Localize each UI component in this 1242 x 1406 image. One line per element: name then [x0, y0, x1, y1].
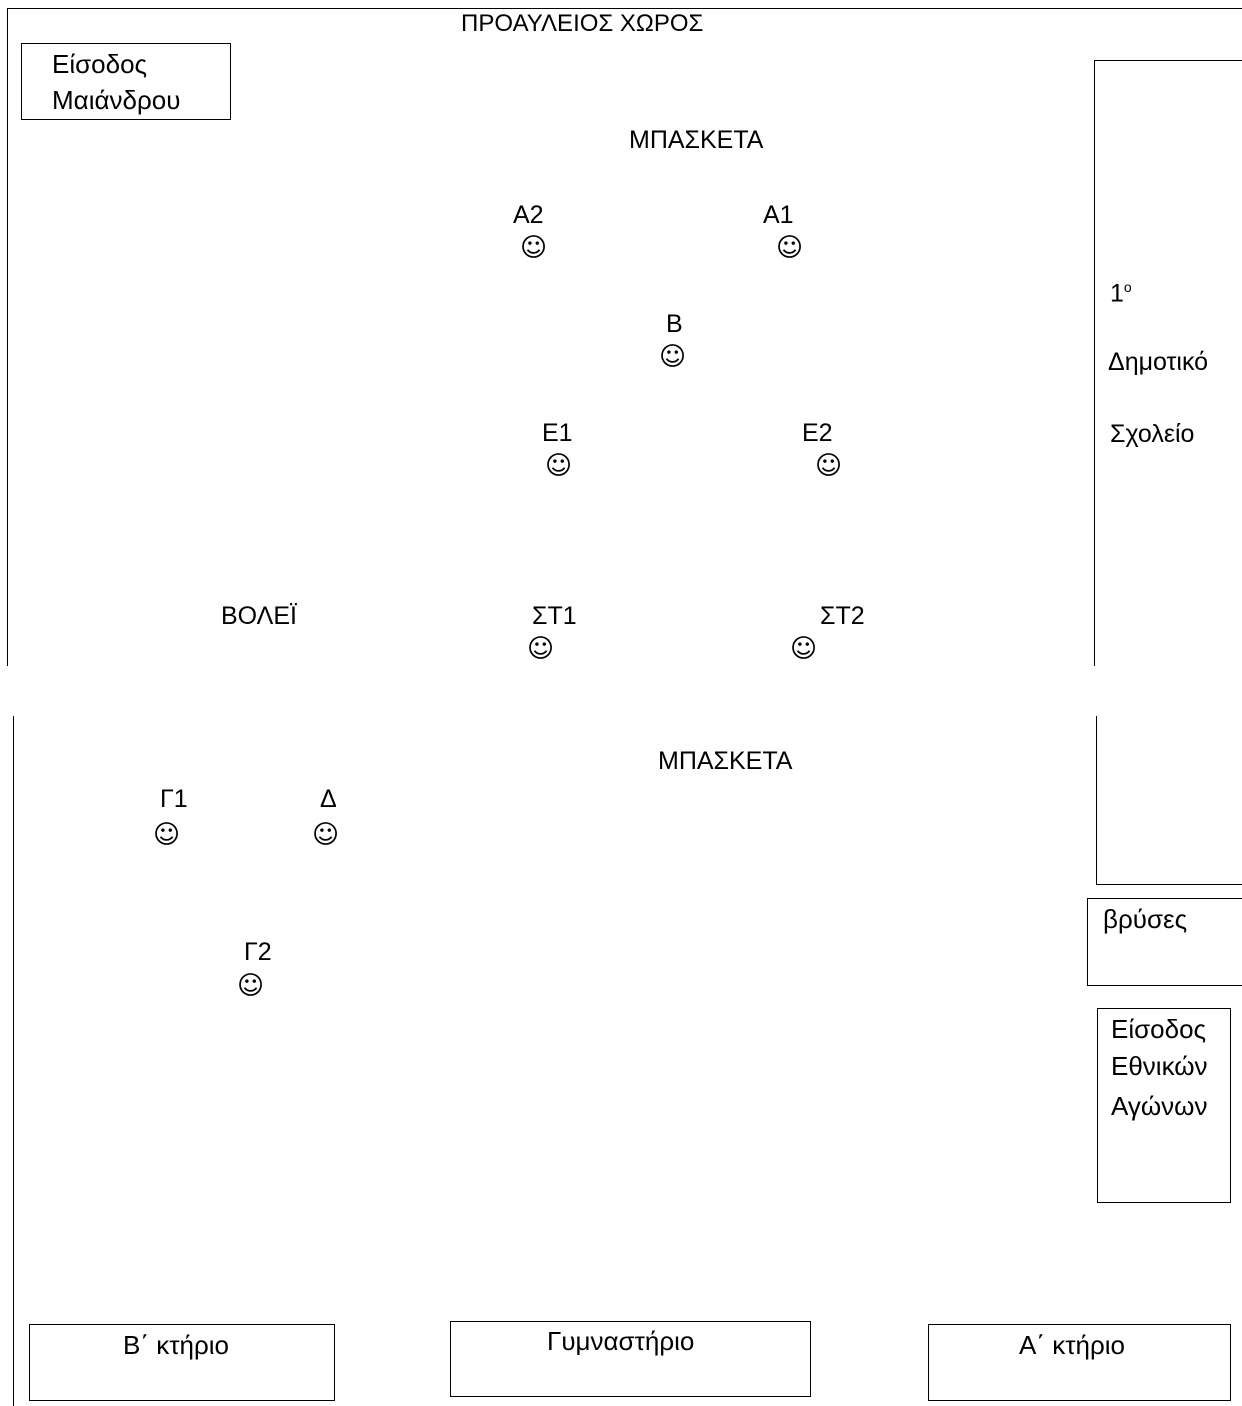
position-label: Ε2	[802, 419, 833, 447]
position-label: Α2	[513, 201, 544, 229]
entrance-ethnikon-box	[1097, 1008, 1231, 1203]
building-b-box	[29, 1324, 335, 1401]
position-label: Ε1	[542, 419, 573, 447]
smiley-icon: ☺	[312, 820, 340, 850]
building-a-box	[928, 1324, 1231, 1401]
position-label: ΣΤ1	[532, 602, 577, 630]
primary-school-line3: Σχολείο	[1110, 420, 1195, 448]
entrance-maiandrou-line2: Μαιάνδρου	[52, 85, 181, 115]
entrance-ethnikon-line1: Είσοδος	[1111, 1014, 1207, 1044]
smiley-icon: ☺	[790, 634, 818, 664]
basketball-court-top-label: ΜΠΑΣΚΕΤΑ	[629, 126, 764, 154]
entrance-ethnikon-line2: Εθνικών	[1111, 1051, 1208, 1081]
fountains-box	[1087, 898, 1242, 986]
yard-left-border-bottom	[13, 716, 14, 1406]
volleyball-court-label: ΒΟΛΕΪ	[221, 602, 297, 630]
smiley-icon: ☺	[237, 971, 265, 1001]
position-label: ΣΤ2	[820, 602, 865, 630]
gym-box	[450, 1321, 811, 1397]
primary-school-line1: $1^o$	[1110, 279, 1132, 308]
basketball-court-bottom-label: ΜΠΑΣΚΕΤΑ	[658, 747, 793, 775]
page-title: ΠΡΟΑΥΛΕΙΟΣ ΧΩΡΟΣ	[461, 10, 704, 37]
primary-school-box-continuation	[1096, 716, 1097, 885]
smiley-icon: ☺	[545, 451, 573, 481]
smiley-icon: ☺	[815, 451, 843, 481]
primary-school-box-bottom	[1096, 884, 1242, 885]
position-label: Γ2	[244, 938, 272, 966]
building-b-label: Β΄ κτήριο	[123, 1330, 229, 1360]
position-label: Δ	[320, 785, 337, 813]
smiley-icon: ☺	[659, 342, 687, 372]
yard-left-border-top	[7, 8, 8, 666]
fountains-label: βρύσες	[1103, 904, 1188, 934]
smiley-icon: ☺	[776, 233, 804, 263]
entrance-maiandrou-line1: Είσοδος	[52, 49, 148, 79]
smiley-icon: ☺	[520, 233, 548, 263]
entrance-maiandrou-box	[21, 43, 231, 120]
gym-label: Γυμναστήριο	[547, 1326, 695, 1356]
yard-top-border	[7, 8, 1242, 9]
smiley-icon: ☺	[527, 634, 555, 664]
smiley-icon: ☺	[153, 820, 181, 850]
position-label: Β	[666, 310, 683, 338]
position-label: Γ1	[160, 785, 188, 813]
page-break-gap	[0, 666, 1242, 716]
building-a-label: Α΄ κτήριο	[1019, 1330, 1125, 1360]
entrance-ethnikon-line3: Αγώνων	[1111, 1091, 1208, 1121]
primary-school-line2: Δημοτικό	[1108, 348, 1209, 376]
position-label: Α1	[763, 201, 794, 229]
